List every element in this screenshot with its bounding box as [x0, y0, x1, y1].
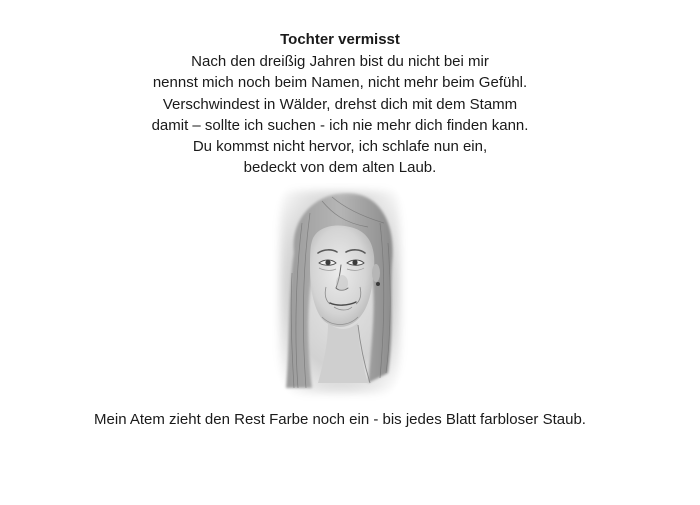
poem-line-6: bedeckt von dem alten Laub.: [243, 159, 437, 177]
poem-title: Tochter vermisst: [280, 31, 400, 48]
sketch-nose-shadow: [336, 275, 348, 291]
sketch-ear: [372, 264, 380, 282]
poem-line-3: Verschwindest in Wälder, drehst dich mit dem Stamm: [162, 95, 518, 113]
portrait-sketch: [272, 183, 408, 401]
sketch-earring: [376, 282, 380, 286]
poem-line-2: nennst mich noch beim Namen, nicht mehr beim Gefühl.: [152, 74, 528, 92]
poem-line-5: Du kommst nicht hervor, ich schlafe nun ein,: [192, 138, 488, 156]
poem-line-4: damit – sollte ich suchen - ich nie mehr dich finden kann.: [151, 116, 529, 134]
poem-stanza: [0, 51, 680, 179]
portrait-sketch-drawing: [272, 183, 408, 401]
poem-line-1: Nach den dreißig Jahren bist du nicht bei mir: [191, 53, 489, 70]
poem-closing-line: Mein Atem zieht den Rest Farbe noch ein - bis jedes Blatt farbloser Staub.: [94, 411, 586, 428]
